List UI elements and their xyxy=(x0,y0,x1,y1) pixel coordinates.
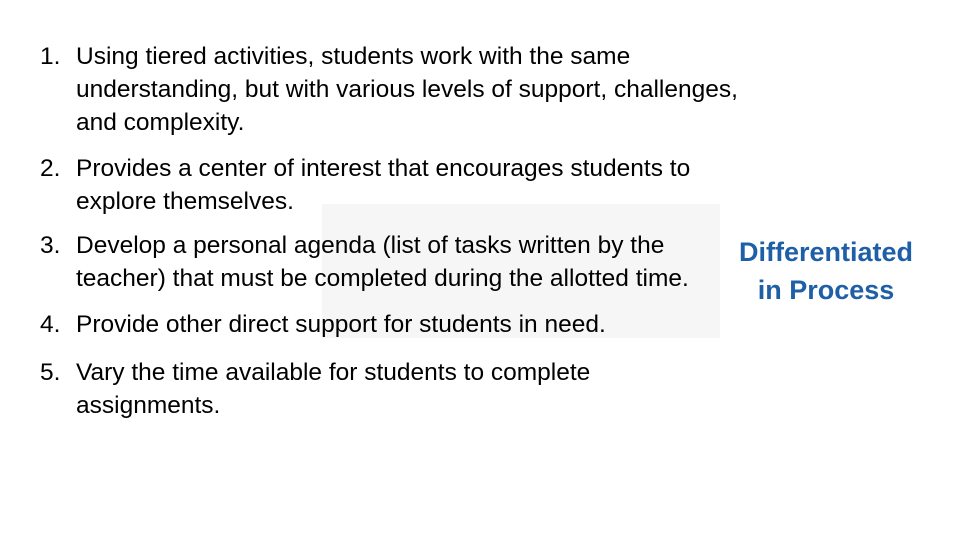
list-item-text: Provides a center of interest that encourages students to explore themselves. xyxy=(76,155,691,215)
slide-title-line-1: Differentiated xyxy=(738,237,914,267)
list-item-number: 4. xyxy=(40,311,61,338)
list-item-number: 2. xyxy=(40,155,61,182)
list-item xyxy=(40,229,740,295)
list-item xyxy=(40,308,740,341)
list-item xyxy=(40,40,740,139)
list-item-text: Vary the time available for students to complete assignments. xyxy=(76,359,591,419)
list-item xyxy=(40,356,740,422)
list-item-text: Develop a personal agenda (list of tasks written by the teacher) that must be completed during the allotted time. xyxy=(76,232,689,292)
slide-title-line-2: in Process xyxy=(757,275,895,305)
list-item xyxy=(40,152,740,218)
list-item-number: 1. xyxy=(40,43,61,70)
slide-title xyxy=(716,233,936,309)
list-item-text: Using tiered activities, students work with the same understanding, but with various levels of support, challenges, and complexity. xyxy=(76,43,738,136)
list-item-number: 3. xyxy=(40,232,61,259)
list-item-number: 5. xyxy=(40,359,61,386)
strategy-list xyxy=(40,40,740,422)
list-item-text: Provide other direct support for students in need. xyxy=(76,311,606,338)
